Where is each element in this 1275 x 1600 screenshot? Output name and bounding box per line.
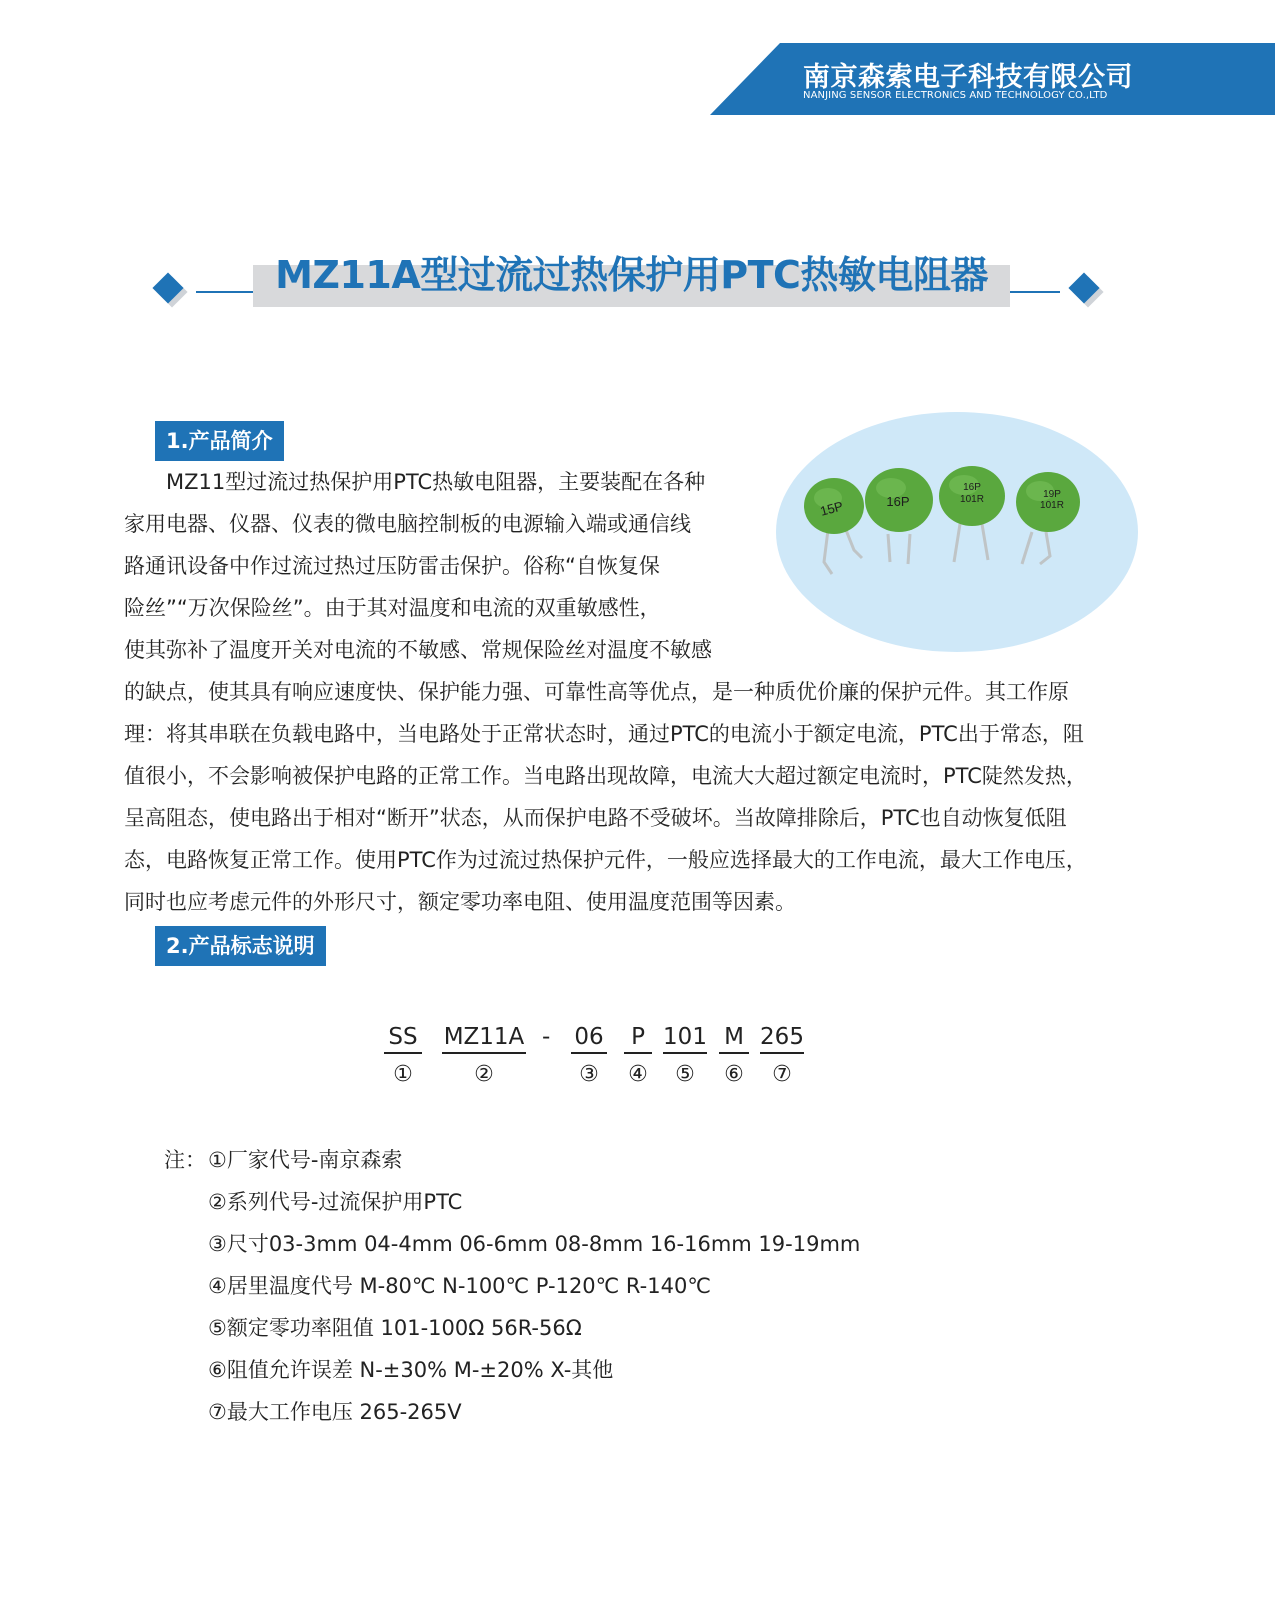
intro-line-2: 家用电器、仪器、仪表的微电脑控制板的电源输入端或通信线 <box>124 512 691 536</box>
code-separator: - <box>542 1024 551 1050</box>
intro-line-1: MZ11型过流过热保护用PTC热敏电阻器，主要装配在各种 <box>166 470 706 494</box>
intro-line-7: 理：将其串联在负载电路中，当电路处于正常状态时，通过PTC的电流小于额定电流，PTC出于常态，阻 <box>124 722 1084 746</box>
code-value: 101 <box>663 1024 707 1054</box>
ptc-components-illustration <box>776 412 1138 652</box>
ptc-component-4 <box>1016 472 1080 564</box>
note-7: ⑦最大工作电压 265-265V <box>208 1400 462 1424</box>
code-value: 265 <box>760 1024 804 1054</box>
intro-line-9: 呈高阻态，使电路出于相对“断开”状态，从而保护电路不受破坏。当故障排除后，PTC也自动恢复低阻 <box>124 806 1067 830</box>
code-index: ④ <box>628 1062 648 1087</box>
code-index: ⑦ <box>772 1062 792 1087</box>
intro-line-8: 值很小，不会影响被保护电路的正常工作。当电路出现故障，电流大大超过额定电流时，PTC陡然发热， <box>124 764 1087 788</box>
code-value: M <box>719 1024 749 1054</box>
title-line-left <box>196 291 253 293</box>
intro-line-4: 险丝”“万次保险丝”。由于其对温度和电流的双重敏感性， <box>124 596 661 620</box>
company-name-en: NANJING SENSOR ELECTRONICS AND TECHNOLOGY CO.,LTD <box>803 90 1108 101</box>
code-value: P <box>624 1024 652 1054</box>
ptc-component-2 <box>865 468 933 564</box>
page-title: MZ11A型过流过热保护用PTC热敏电阻器 <box>275 253 988 297</box>
code-part-2 <box>442 1024 526 1087</box>
code-part-1 <box>384 1024 422 1087</box>
section-heading-intro: 1.产品简介 <box>155 421 284 461</box>
intro-line-3: 路通讯设备中作过流过热过压防雷击保护。俗称“自恢复保 <box>124 554 660 578</box>
intro-line-5: 使其弥补了温度开关对电流的不敏感、常规保险丝对温度不敏感 <box>124 638 712 662</box>
code-index: ① <box>393 1062 413 1087</box>
title-diamond-left <box>157 277 191 311</box>
svg-text:15P: 15P <box>818 498 845 519</box>
section-heading-marking: 2.产品标志说明 <box>155 926 326 966</box>
notes-label: 注： <box>164 1148 206 1172</box>
title-line-right <box>1010 291 1060 293</box>
code-index: ③ <box>579 1062 599 1087</box>
note-5: ⑤额定零功率阻值 101-100Ω 56R-56Ω <box>208 1316 582 1340</box>
intro-line-6: 的缺点，使其具有响应速度快、保护能力强、可靠性高等优点，是一种质优价廉的保护元件。其工作原 <box>124 680 1069 704</box>
code-part-5 <box>663 1024 707 1087</box>
product-photo <box>776 412 1138 652</box>
company-name-cn: 南京森索电子科技有限公司 <box>803 62 1133 93</box>
code-value: MZ11A <box>442 1024 526 1054</box>
svg-text:19P: 19P <box>1043 489 1061 500</box>
svg-text:16P: 16P <box>963 482 981 493</box>
note-3: ③尺寸03-3mm 04-4mm 06-6mm 08-8mm 16-16mm 19-19mm <box>208 1232 861 1256</box>
note-6: ⑥阻值允许误差 N-±30% M-±20% X-其他 <box>208 1358 614 1382</box>
ptc-component-3 <box>939 466 1005 562</box>
note-4: ④居里温度代号 M-80℃ N-100℃ P-120℃ R-140℃ <box>208 1274 711 1298</box>
note-2: ②系列代号-过流保护用PTC <box>208 1190 463 1214</box>
code-index: ② <box>474 1062 494 1087</box>
title-diamond-right <box>1073 277 1107 311</box>
code-index: ⑤ <box>675 1062 695 1087</box>
code-part-3 <box>571 1024 607 1087</box>
code-part-7 <box>760 1024 804 1087</box>
svg-text:101R: 101R <box>1040 500 1064 511</box>
code-part-6 <box>719 1024 749 1087</box>
svg-text:16P: 16P <box>886 494 910 509</box>
note-1: ①厂家代号-南京森索 <box>208 1148 403 1172</box>
intro-line-11: 同时也应考虑元件的外形尺寸，额定零功率电阻、使用温度范围等因素。 <box>124 890 796 914</box>
svg-text:101R: 101R <box>960 494 984 505</box>
code-value: SS <box>384 1024 422 1054</box>
intro-line-10: 态，电路恢复正常工作。使用PTC作为过流过热保护元件，一般应选择最大的工作电流，最大工作电压， <box>124 848 1087 872</box>
code-value: 06 <box>571 1024 607 1054</box>
code-part-4 <box>624 1024 652 1087</box>
code-index: ⑥ <box>724 1062 744 1087</box>
ptc-component-1 <box>804 478 864 574</box>
